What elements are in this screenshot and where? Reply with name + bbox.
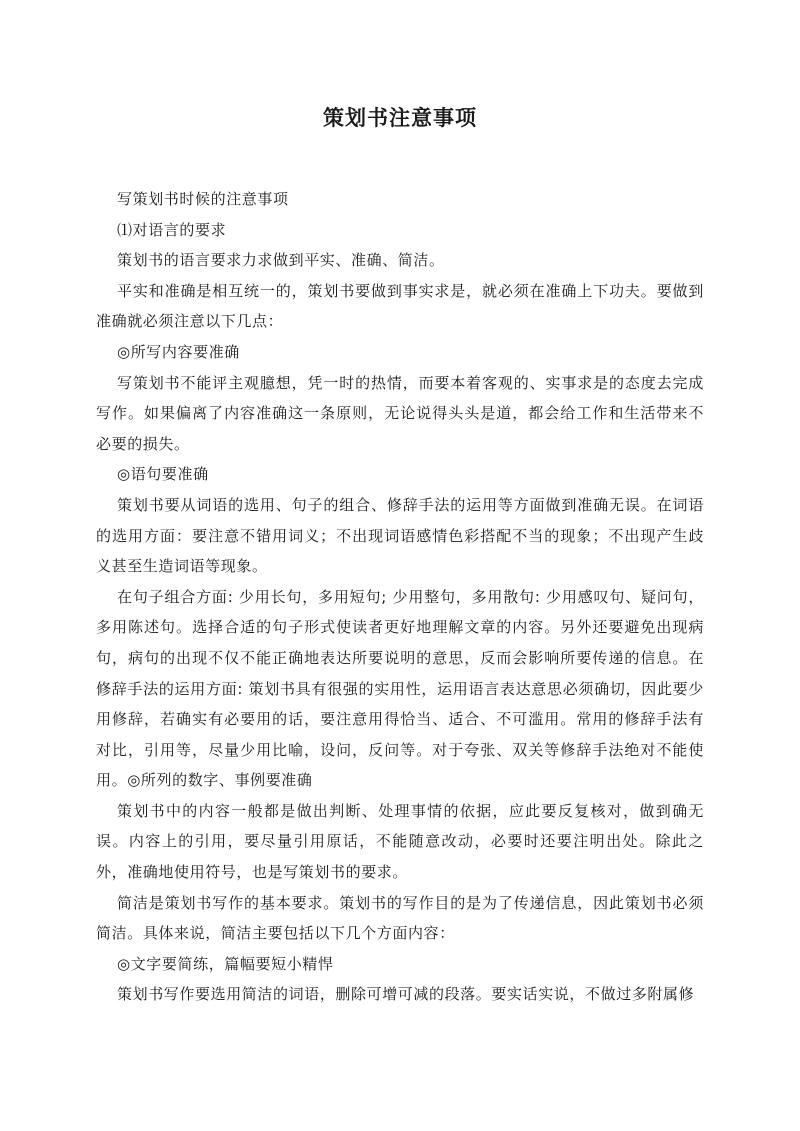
document-title: 策划书注意事项 [323,106,477,130]
paragraph: ⑴对语言的要求 [117,220,227,239]
paragraph: 在句子组合方面: 少用长句，多用短句; 少用整句，多用散句: 少用感叹句、疑问句，多用陈述句。选择合适的句子形式使读者更好地理解文章的内容。另外还要避免出现病句，病句的出现不仅不能正确地表达所要说明的意思，反而会影响所要传递的信息。在修辞手法的运用方面: 策划书具有很强的实用性，运用语言表达意思必须确切，因此要少用修辞，若确实有必要用的话，要注意用得恰当、适合、不可滥用。常用的修辞手法有对比，引用等，尽量少用比喻，设问，反问等。对于夸张、双关等修辞手法绝对不能使用。◎所列的数字、事例要准确 [96,587,704,790]
paragraph: 策划书要从词语的选用、句子的组合、修辞手法的运用等方面做到准确无误。在词语的选用方面：要注意不错用词义；不出现词语感情色彩搭配不当的现象；不出现产生歧义甚至生造词语等现象。 [96,495,704,576]
paragraph: 写策划书不能评主观臆想，凭一时的热情，而要本着客观的、实事求是的态度去完成写作。如果偏离了内容准确这一条原则，无论说得头头是道，都会给工作和生活带来不必要的损失。 [96,373,704,453]
paragraph: 策划书的语言要求力求做到平实、准确、简洁。 [117,251,445,270]
paragraph: 平实和准确是相互统一的，策划书要做到事实求是，就必须在准确上下功夫。要做到准确就必须注意以下几点： [96,281,704,331]
paragraph: 策划书写作要选用简洁的词语，删除可增可减的段落。要实话实说，不做过多附属修 [117,985,695,1004]
paragraph: 简洁是策划书写作的基本要求。策划书的写作目的是为了传递信息，因此策划书必须简洁。具体来说，简洁主要包括以下几个方面内容： [96,893,704,943]
paragraph: 写策划书时候的注意事项 [117,190,289,208]
section-heading: ◎文字要简练，篇幅要短小精悍 [117,954,334,973]
section-heading: ◎语句要准确 [117,465,209,484]
section-heading: ◎所写内容要准确 [117,342,240,361]
document-body [96,184,704,1010]
paragraph: 策划书中的内容一般都是做出判断、处理事情的依据，应此要反复核对，做到确无误。内容上的引用，要尽量引用原话，不能随意改动，必要时还要注明出处。除此之外，准确地使用符号，也是写策划书的要求。 [96,801,704,882]
